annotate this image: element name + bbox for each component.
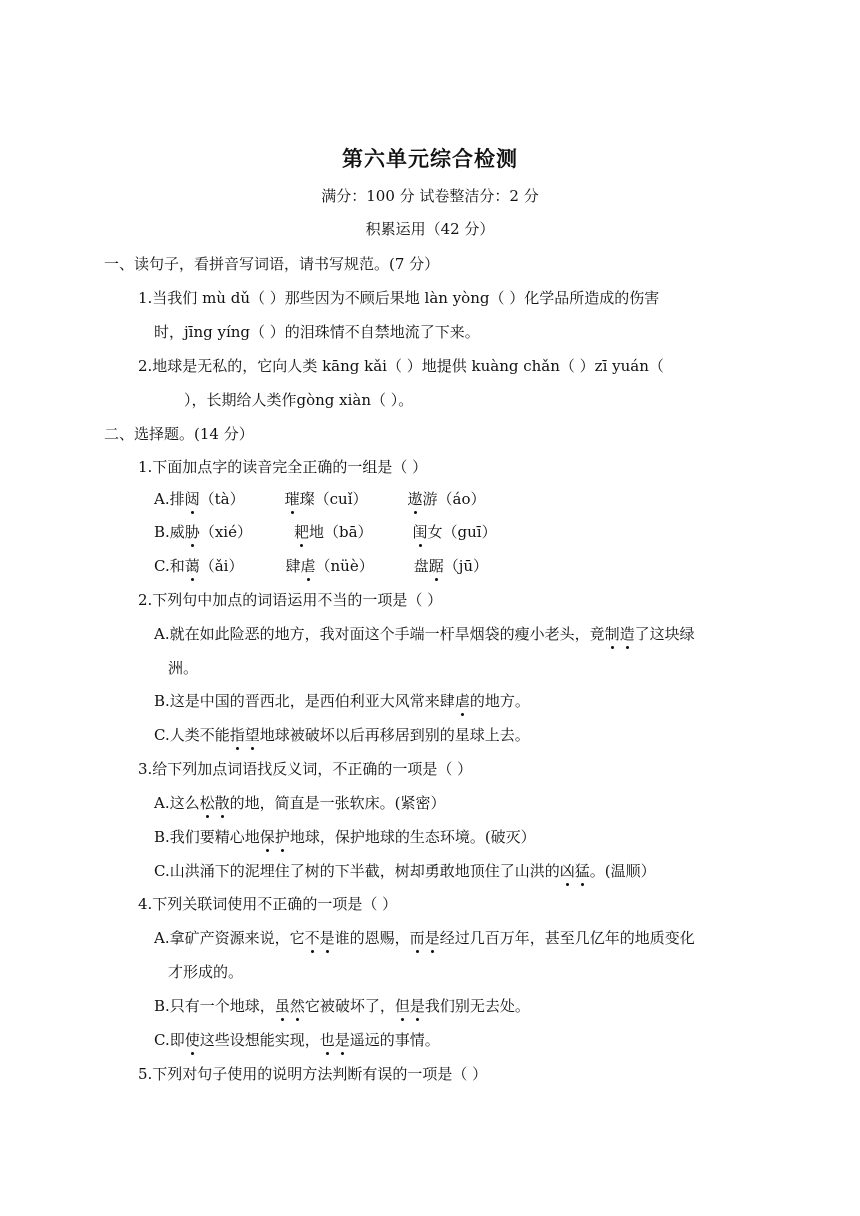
q3-stem: 3.给下列加点词语找反义词，不正确的一项是（ ）: [138, 760, 473, 778]
part2-heading: 二、选择题。(14 分）: [104, 425, 254, 443]
part1-q1-line1: 1.当我们 mù dǔ（ ）那些因为不顾后果地 làn yòng（ ）化学品所造成的伤害: [138, 289, 660, 307]
q1-option-c: C.和蔼（ǎi） 肆虐（nüè） 盘踞（jū）: [154, 557, 489, 575]
page-title: 第六单元综合检测: [342, 146, 518, 171]
q4-option-a-line2: 才形成的。: [168, 963, 244, 981]
q4-stem: 4.下列关联词使用不正确的一项是（ ）: [138, 895, 398, 913]
q2-option-c: C.人类不能指望地球被破坏以后再移居到别的星球上去。: [154, 726, 530, 744]
q1-option-a: A.排闼（tà） 璀璨（cuǐ） 遨游（áo）: [154, 490, 486, 508]
q4-option-c: C.即使这些设想能实现，也是遥远的事情。: [154, 1031, 440, 1049]
q2-stem: 2.下列句中加点的词语运用不当的一项是（ ）: [138, 591, 443, 609]
q2-option-a-line2: 洲。: [168, 659, 199, 677]
part1-q1-line2: 时，jīng yíng（ ）的泪珠情不自禁地流了下来。: [154, 323, 480, 341]
score-info: 满分：100 分 试卷整洁分：2 分: [321, 187, 539, 205]
section-heading: 积累运用（42 分）: [365, 220, 495, 238]
q4-option-a-line1: A.拿矿产资源来说，它不是谁的恩赐，而是经过几百万年，甚至几亿年的地质变化: [154, 929, 695, 947]
part1-q2-line1: 2.地球是无私的，它向人类 kāng kǎi（ ）地提供 kuàng chǎn（ ）zī yuán（: [138, 357, 664, 375]
q5-stem: 5.下列对句子使用的说明方法判断有误的一项是（ ）: [138, 1065, 488, 1083]
q3-option-c: C.山洪涌下的泥埋住了树的下半截，树却勇敢地顶住了山洪的凶猛。(温顺）: [154, 862, 656, 880]
q3-option-b: B.我们要精心地保护地球，保护地球的生态环境。(破灭）: [154, 828, 536, 846]
part1-heading: 一、读句子，看拼音写词语，请书写规范。(7 分）: [104, 255, 440, 273]
q1-option-b: B.威胁（xié） 耙地（bā） 闺女（guī）: [154, 523, 497, 541]
q1-stem: 1.下面加点字的读音完全正确的一组是（ ）: [138, 458, 428, 476]
q4-option-b: B.只有一个地球，虽然它被破坏了，但是我们别无去处。: [154, 997, 530, 1015]
q2-option-b: B.这是中国的晋西北，是西伯利亚大风常来肆虐的地方。: [154, 692, 530, 710]
part1-q2-line2: ），长期给人类作gòng xiàn（ ）。: [184, 391, 414, 409]
q2-option-a-line1: A.就在如此险恶的地方，我对面这个手端一杆旱烟袋的瘦小老头，竟制造了这块绿: [154, 625, 695, 643]
q3-option-a: A.这么松散的地，简直是一张软床。(紧密）: [154, 794, 446, 812]
